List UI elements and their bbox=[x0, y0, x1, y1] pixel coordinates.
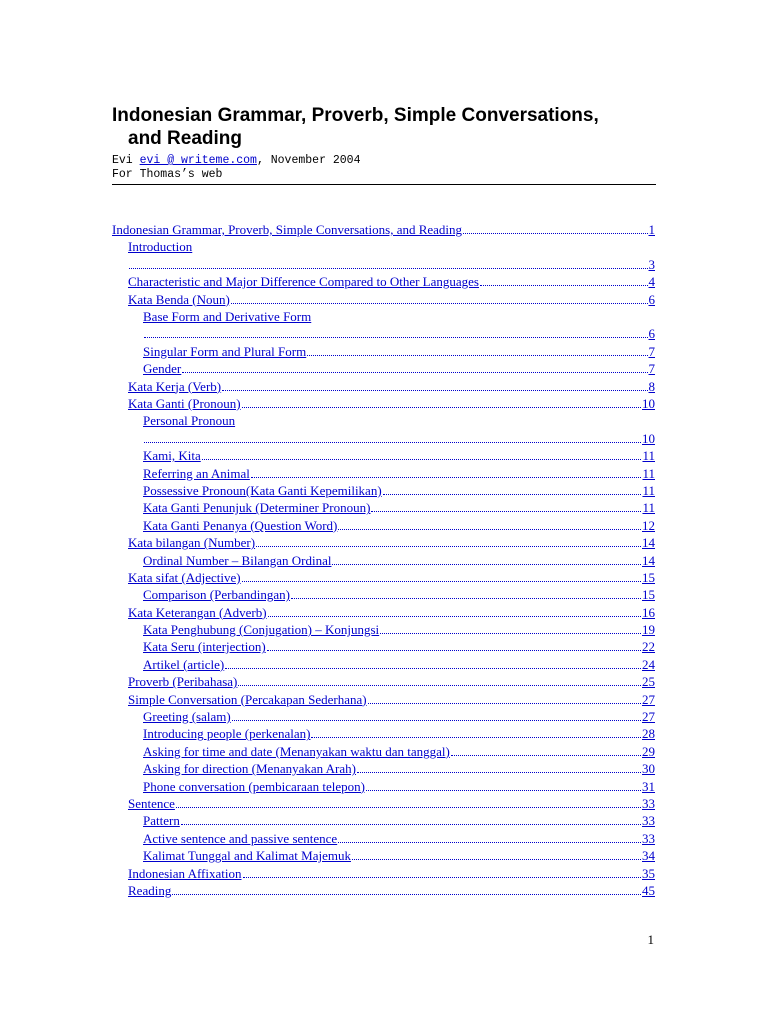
toc-entry-page: 11 bbox=[642, 448, 655, 464]
dedication-line: For Thomas’s web bbox=[112, 168, 223, 181]
toc-dot-leader bbox=[366, 779, 641, 791]
toc-dot-leader bbox=[242, 570, 641, 582]
toc-dot-leader bbox=[267, 639, 641, 651]
toc-entry-label: Sentence bbox=[128, 795, 175, 811]
toc-dot-leader bbox=[256, 535, 641, 547]
toc-entry-page: 22 bbox=[642, 639, 655, 655]
title-line-2: and Reading bbox=[128, 128, 243, 149]
toc-dot-leader bbox=[291, 587, 641, 599]
toc-entry[interactable] bbox=[112, 517, 655, 534]
toc-entry-label: Greeting (salam) bbox=[143, 709, 231, 725]
toc-entry[interactable] bbox=[112, 882, 655, 899]
toc-entry[interactable] bbox=[112, 621, 655, 638]
toc-entry[interactable] bbox=[112, 447, 655, 464]
author-line bbox=[112, 154, 657, 168]
toc-entry-label: Introduction bbox=[128, 239, 193, 255]
toc-entry-page: 7 bbox=[648, 361, 655, 377]
toc-entry[interactable] bbox=[112, 412, 655, 447]
toc-dot-leader bbox=[222, 379, 647, 391]
toc-entry-page: 3 bbox=[648, 256, 655, 272]
toc-entry[interactable] bbox=[112, 778, 655, 795]
toc-entry-label: Proverb (Peribahasa) bbox=[128, 674, 238, 690]
toc-dot-leader bbox=[243, 866, 642, 878]
toc-entry[interactable] bbox=[112, 865, 655, 882]
toc-entry[interactable] bbox=[112, 499, 655, 516]
toc-entry[interactable] bbox=[112, 534, 655, 551]
toc-dot-leader bbox=[380, 622, 641, 634]
toc-dot-leader bbox=[202, 448, 642, 460]
toc-dot-leader bbox=[480, 274, 648, 286]
toc-dot-leader bbox=[352, 848, 641, 860]
toc-entry-page: 6 bbox=[648, 291, 655, 307]
toc-dot-leader bbox=[182, 361, 647, 373]
toc-dot-leader bbox=[181, 813, 641, 825]
toc-entry[interactable] bbox=[112, 552, 655, 569]
toc-entry-page: 10 bbox=[642, 395, 655, 411]
toc-entry-leader-line bbox=[143, 430, 655, 447]
toc-dot-leader bbox=[368, 692, 641, 704]
toc-entry-leader-line bbox=[128, 256, 655, 273]
toc-dot-leader bbox=[357, 761, 641, 773]
toc-entry[interactable] bbox=[112, 795, 655, 812]
toc-dot-leader bbox=[176, 796, 641, 808]
toc-entry-label: Reading bbox=[128, 882, 172, 898]
toc-dot-leader bbox=[225, 657, 641, 669]
toc-entry-page: 7 bbox=[648, 343, 655, 359]
toc-entry-label: Comparison (Perbandingan) bbox=[143, 587, 290, 603]
toc-entry-page: 12 bbox=[642, 517, 655, 533]
toc-entry[interactable] bbox=[112, 604, 655, 621]
toc-entry-page: 6 bbox=[648, 326, 655, 342]
toc-entry[interactable] bbox=[112, 743, 655, 760]
toc-entry-page: 11 bbox=[642, 500, 655, 516]
toc-entry-label: Kata Ganti (Pronoun) bbox=[128, 395, 241, 411]
toc-entry-label: Referring an Animal bbox=[143, 465, 250, 481]
toc-entry[interactable] bbox=[112, 395, 655, 412]
author-name: Evi bbox=[112, 154, 133, 167]
toc-entry-page: 8 bbox=[648, 378, 655, 394]
author-info bbox=[112, 154, 657, 182]
toc-entry[interactable] bbox=[112, 343, 655, 360]
toc-dot-leader bbox=[311, 726, 641, 738]
document-title bbox=[112, 104, 672, 150]
toc-entry-label: Kata Kerja (Verb) bbox=[128, 378, 222, 394]
toc-entry[interactable] bbox=[112, 238, 655, 273]
toc-entry[interactable] bbox=[112, 273, 655, 290]
toc-entry[interactable] bbox=[112, 360, 655, 377]
toc-entry-page: 10 bbox=[642, 430, 655, 446]
author-email-link[interactable]: evi @ writeme.com bbox=[139, 154, 257, 167]
toc-entry-label: Kata Ganti Penunjuk (Determiner Pronoun) bbox=[143, 500, 371, 516]
toc-entry-page: 28 bbox=[642, 726, 655, 742]
toc-entry[interactable] bbox=[112, 638, 655, 655]
toc-entry-label: Kata bilangan (Number) bbox=[128, 535, 256, 551]
toc-entry[interactable] bbox=[112, 586, 655, 603]
toc-entry-page: 1 bbox=[648, 222, 655, 237]
toc-entry-label: Base Form and Derivative Form bbox=[143, 308, 312, 324]
toc-entry-page: 14 bbox=[642, 552, 655, 568]
toc-dot-leader bbox=[463, 222, 647, 234]
toc-entry-page: 45 bbox=[642, 882, 655, 898]
toc-entry[interactable] bbox=[112, 656, 655, 673]
toc-entry-leader-line bbox=[143, 325, 655, 342]
toc-entry[interactable] bbox=[112, 221, 655, 238]
toc-entry-page: 35 bbox=[642, 865, 655, 881]
toc-entry-page: 25 bbox=[642, 674, 655, 690]
toc-entry-label: Asking for time and date (Menanyakan waktu dan tanggal) bbox=[143, 743, 450, 759]
toc-entry-label: Kata sifat (Adjective) bbox=[128, 569, 241, 585]
toc-entry[interactable] bbox=[112, 482, 655, 499]
toc-dot-leader bbox=[144, 326, 648, 338]
toc-entry[interactable] bbox=[112, 308, 655, 343]
toc-entry[interactable] bbox=[112, 760, 655, 777]
toc-dot-leader bbox=[144, 431, 641, 443]
toc-entry-label: Indonesian Grammar, Proverb, Simple Conversations, and Reading bbox=[112, 222, 463, 237]
toc-entry-label: Kata Keterangan (Adverb) bbox=[128, 604, 267, 620]
title-divider bbox=[112, 184, 656, 185]
toc-entry-label: Introducing people (perkenalan) bbox=[143, 726, 311, 742]
toc-entry-label: Characteristic and Major Difference Compared to Other Languages bbox=[128, 274, 479, 290]
toc-dot-leader bbox=[129, 257, 648, 269]
toc-entry-label: Active sentence and passive sentence bbox=[143, 830, 338, 846]
toc-entry-label: Kami, Kita bbox=[143, 448, 201, 464]
toc-entry[interactable] bbox=[112, 378, 655, 395]
toc-entry[interactable] bbox=[112, 708, 655, 725]
toc-entry-page: 31 bbox=[642, 778, 655, 794]
toc-dot-leader bbox=[242, 396, 641, 408]
toc-dot-leader bbox=[268, 605, 641, 617]
toc-entry-page: 11 bbox=[642, 482, 655, 498]
toc-dot-leader bbox=[231, 292, 648, 304]
toc-entry-page: 33 bbox=[642, 795, 655, 811]
toc-dot-leader bbox=[172, 883, 641, 895]
toc-entry-label: Indonesian Affixation bbox=[128, 865, 242, 881]
toc-entry-label: Kata Benda (Noun) bbox=[128, 291, 230, 307]
toc-dot-leader bbox=[451, 744, 641, 756]
toc-entry-page: 34 bbox=[642, 848, 655, 864]
toc-entry[interactable] bbox=[112, 673, 655, 690]
toc-entry-label: Gender bbox=[143, 361, 182, 377]
toc-entry-label: Pattern bbox=[143, 813, 180, 829]
toc-entry-label: Kalimat Tunggal and Kalimat Majemuk bbox=[143, 848, 351, 864]
page-number: 1 bbox=[647, 932, 654, 947]
toc-dot-leader bbox=[307, 344, 647, 356]
toc-entry-label: Simple Conversation (Percakapan Sederhana) bbox=[128, 691, 367, 707]
toc-dot-leader bbox=[371, 500, 641, 512]
toc-entry-page: 14 bbox=[642, 535, 655, 551]
toc-entry-label: Phone conversation (pembicaraan telepon) bbox=[143, 778, 365, 794]
toc-entry-page: 15 bbox=[642, 569, 655, 585]
toc-entry-label: Ordinal Number – Bilangan Ordinal bbox=[143, 552, 332, 568]
toc-dot-leader bbox=[251, 466, 642, 478]
toc-dot-leader bbox=[238, 674, 641, 686]
toc-entry-page: 29 bbox=[642, 743, 655, 759]
toc-dot-leader bbox=[338, 831, 641, 843]
toc-entry[interactable] bbox=[112, 691, 655, 708]
toc-entry[interactable] bbox=[112, 291, 655, 308]
toc-entry-page: 33 bbox=[642, 813, 655, 829]
toc-entry-page: 11 bbox=[642, 465, 655, 481]
toc-entry-page: 15 bbox=[642, 587, 655, 603]
toc-entry-page: 4 bbox=[648, 274, 655, 290]
toc-entry-label: Asking for direction (Menanyakan Arah) bbox=[143, 761, 356, 777]
toc-dot-leader bbox=[338, 518, 641, 530]
toc-entry[interactable] bbox=[112, 812, 655, 829]
publication-date: , November 2004 bbox=[256, 154, 361, 167]
toc-entry-label: Possessive Pronoun(Kata Ganti Kepemilikan) bbox=[143, 482, 382, 498]
toc-entry-page: 27 bbox=[642, 691, 655, 707]
toc-entry-page: 24 bbox=[642, 656, 655, 672]
toc-entry[interactable] bbox=[112, 847, 655, 864]
toc-dot-leader bbox=[383, 483, 642, 495]
toc-entry-label: Singular Form and Plural Form bbox=[143, 343, 307, 359]
toc-entry[interactable] bbox=[112, 830, 655, 847]
title-line-1: Indonesian Grammar, Proverb, Simple Conversations, bbox=[112, 105, 599, 126]
toc-dot-leader bbox=[332, 553, 641, 565]
toc-dot-leader bbox=[232, 709, 641, 721]
toc-entry-page: 27 bbox=[642, 709, 655, 725]
toc-entry-page: 33 bbox=[642, 830, 655, 846]
toc-entry-page: 30 bbox=[642, 761, 655, 777]
toc-entry[interactable] bbox=[112, 569, 655, 586]
toc-entry[interactable] bbox=[112, 465, 655, 482]
toc-entry-label: Kata Ganti Penanya (Question Word) bbox=[143, 517, 338, 533]
toc-entry-label: Artikel (article) bbox=[143, 656, 225, 672]
toc-entry-page: 19 bbox=[642, 622, 655, 638]
table-of-contents bbox=[112, 221, 655, 899]
toc-entry[interactable] bbox=[112, 725, 655, 742]
toc-entry-label: Kata Penghubung (Conjugation) – Konjungsi bbox=[143, 622, 380, 638]
toc-entry-page: 16 bbox=[642, 604, 655, 620]
toc-entry-label: Personal Pronoun bbox=[143, 413, 236, 429]
toc-entry-label: Kata Seru (interjection) bbox=[143, 639, 266, 655]
